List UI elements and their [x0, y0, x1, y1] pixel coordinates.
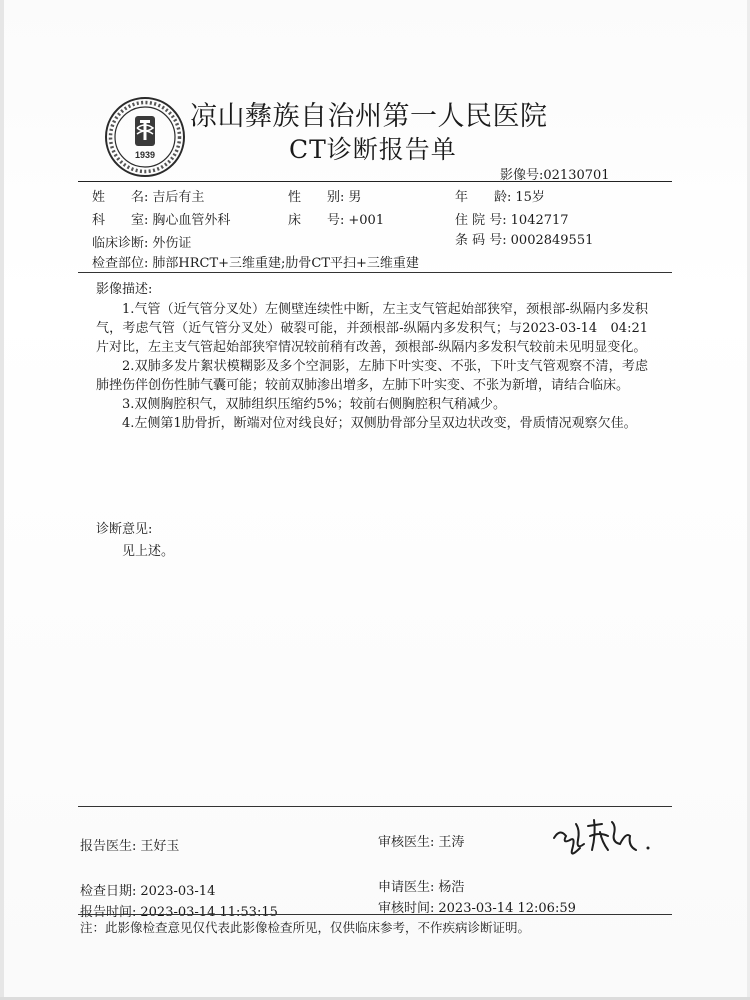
review-doctor-field: [378, 831, 464, 850]
findings-label: 影像描述:: [96, 282, 153, 297]
exam-date-field: [80, 880, 215, 899]
findings-paragraph: 2.双肺多发片絮状模糊影及多个空洞影，左肺下叶实变、不张，下叶支气管观察不清，考虑肺挫伤伴创伤性肺气囊可能；较前双肺渗出增多，左肺下叶实变、不张为新增，请结合临床。: [96, 359, 648, 393]
clinical-diagnosis-field: [92, 232, 191, 251]
disclaimer-note: 注：此影像检查意见仅代表此影像检查所见，仅供临床参考，不作疾病诊断证明。: [80, 920, 531, 935]
findings-paragraph: 3.双侧胸腔积气，双肺组织压缩约5%；较前右侧胸腔积气稍减少。: [122, 397, 507, 412]
clinical-diagnosis-label: 临床诊断:: [92, 236, 149, 251]
patient-name-label: 姓 名:: [92, 190, 149, 205]
bed-field: [288, 209, 384, 228]
opinion-text: 见上述。: [122, 544, 175, 559]
review-time-value: 2023-03-14 12:06:59: [438, 901, 576, 916]
patient-sex-value: 男: [348, 190, 362, 205]
patient-sex-field: [288, 186, 361, 205]
note-rule: [78, 914, 672, 915]
request-doctor-field: [378, 876, 464, 895]
info-rule: [78, 272, 672, 273]
bed-value: +001: [348, 213, 385, 228]
findings-paragraph: 1.气管（近气管分叉处）左侧壁连续性中断，左主支气管起始部狭窄，颈根部-纵隔内多发积气，考虑气管（近气管分叉处）破裂可能，并颈根部-纵隔内多发积气；与2023-03-14 04:21片对比，左主支气管起始部狭窄情况较前稍有改善，颈根部-纵隔内多发积气较前未见明显变化。: [96, 302, 648, 355]
bed-label: 床 号:: [288, 213, 345, 228]
exam-part-field: [92, 252, 419, 271]
request-doctor-label: 申请医生:: [378, 880, 435, 895]
department-field: [92, 209, 230, 228]
patient-age-value: 15岁: [515, 190, 545, 205]
image-number-value: 02130701: [543, 168, 610, 183]
hospital-logo-icon: [104, 96, 186, 178]
report-title: CT诊断报告单: [289, 135, 457, 164]
request-doctor-value: 杨浩: [438, 880, 465, 895]
report-time-label: 报告时间:: [80, 905, 137, 920]
page-edge-left: [0, 0, 4, 1000]
findings-paragraph: 4.左侧第1肋骨折，断端对位对线良好；双侧肋骨部分呈双边状改变，骨质情况观察欠佳。: [122, 416, 637, 431]
department-label: 科 室:: [92, 213, 149, 228]
report-time-value: 2023-03-14 11:53:15: [140, 905, 278, 920]
patient-name-field: [92, 186, 204, 205]
handwritten-signature-icon: [548, 812, 658, 860]
review-doctor-value: 王涛: [438, 835, 465, 850]
report-doctor-field: [80, 835, 179, 854]
header-rule: [78, 181, 672, 182]
exam-part-value: 肺部HRCT+三维重建;肋骨CT平扫+三维重建: [152, 256, 419, 271]
review-time-label: 审核时间:: [378, 901, 435, 916]
opinion-label: 诊断意见:: [96, 522, 153, 537]
footer-rule: [78, 806, 672, 807]
exam-part-label: 检查部位:: [92, 256, 149, 271]
barcode-value: 0002849551: [510, 233, 594, 248]
report-doctor-value: 王好玉: [140, 839, 180, 854]
inpatient-number-label: 住 院 号:: [455, 213, 507, 228]
patient-name-value: 吉后有主: [152, 190, 205, 205]
patient-age-field: [455, 186, 545, 205]
hospital-name: 凉山彝族自治州第一人民医院: [190, 101, 548, 132]
patient-sex-label: 性 别:: [288, 190, 345, 205]
barcode-field: [455, 229, 593, 248]
exam-date-label: 检查日期:: [80, 884, 137, 899]
barcode-label: 条 码 号:: [455, 233, 507, 248]
image-number-label: 影像号:: [500, 168, 544, 183]
inpatient-number-field: [455, 209, 569, 228]
report-doctor-label: 报告医生:: [80, 839, 137, 854]
inpatient-number-value: 1042717: [510, 213, 569, 228]
findings-body: [96, 300, 648, 433]
review-doctor-label: 审核医生:: [378, 835, 435, 850]
patient-age-label: 年 龄:: [455, 190, 512, 205]
department-value: 胸心血管外科: [152, 213, 231, 228]
exam-date-value: 2023-03-14: [140, 884, 216, 899]
clinical-diagnosis-value: 外伤证: [152, 236, 192, 251]
logo-year: 1939: [134, 150, 156, 160]
